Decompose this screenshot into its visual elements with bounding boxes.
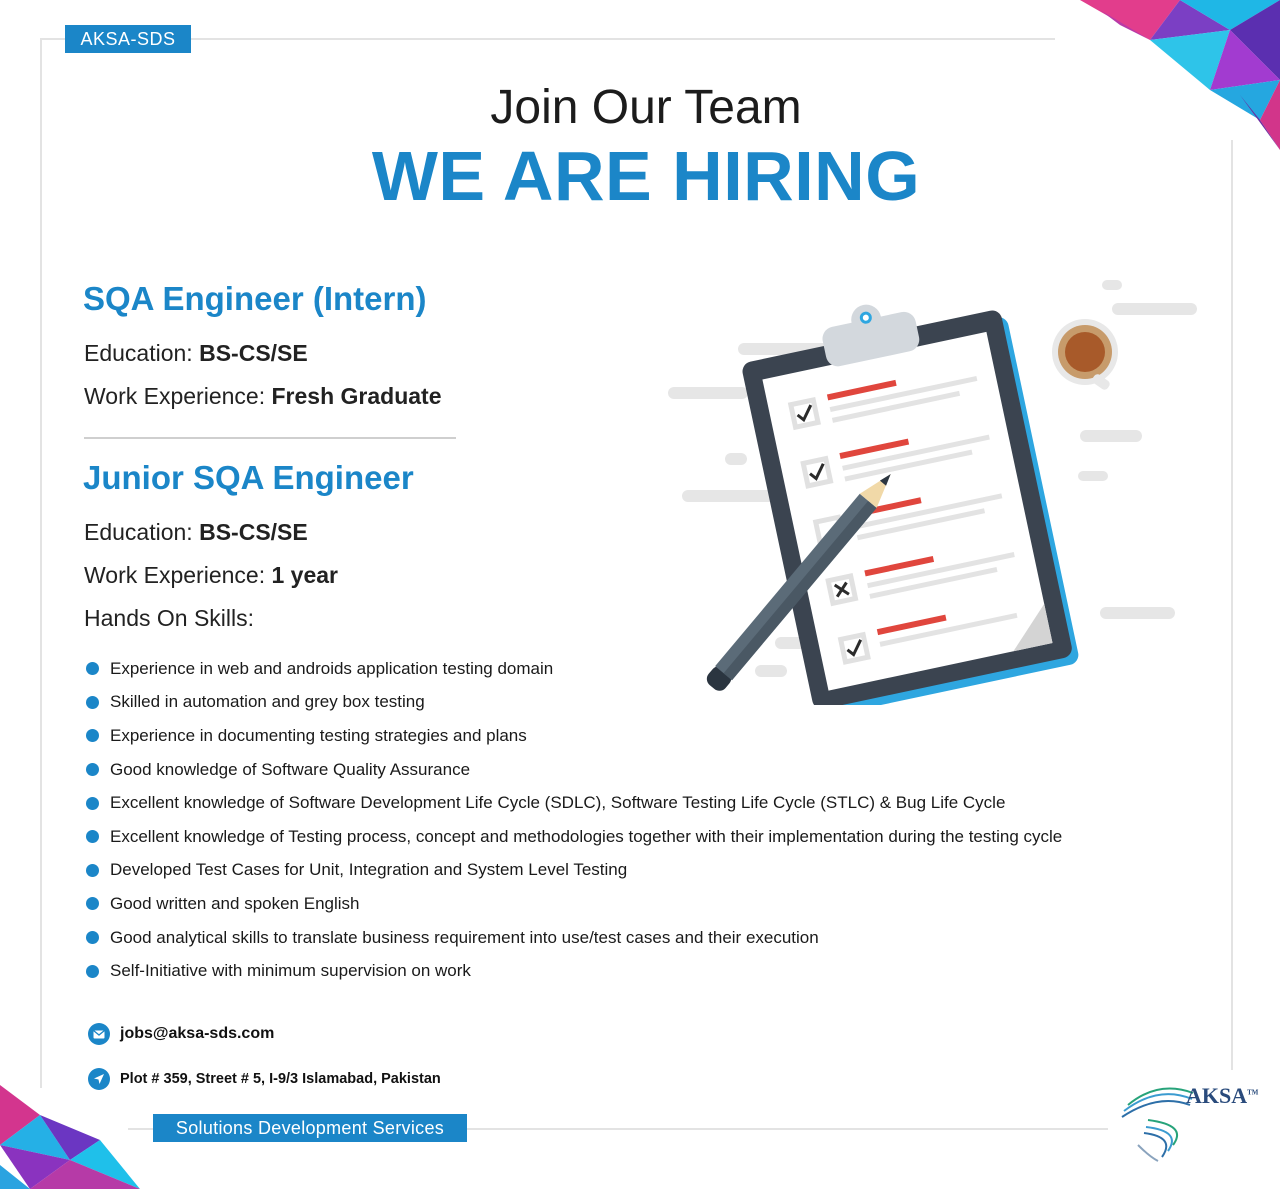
bullet-icon — [86, 797, 99, 810]
contact-address — [88, 1068, 441, 1090]
bullet-icon — [86, 662, 99, 675]
list-item: Self-Initiative with minimum supervision on work — [86, 954, 1062, 988]
experience-value: 1 year — [271, 562, 338, 588]
job-junior-experience — [84, 562, 338, 589]
decorative-polygon-bottom-left — [0, 1085, 150, 1189]
bullet-icon — [86, 763, 99, 776]
list-item: Experience in documenting testing strategies and plans — [86, 719, 1062, 753]
bullet-icon — [86, 696, 99, 709]
experience-label: Work Experience: — [84, 383, 266, 409]
brand-tag: AKSA-SDS — [65, 25, 191, 53]
clipboard-illustration — [660, 275, 1200, 705]
bullet-icon — [86, 965, 99, 978]
contact-email[interactable] — [88, 1023, 274, 1045]
job-intern-experience — [84, 383, 441, 410]
education-value: BS-CS/SE — [199, 340, 308, 366]
footer-tag: Solutions Development Services — [153, 1114, 467, 1142]
job-junior-education — [84, 519, 308, 546]
skills-label: Hands On Skills: — [84, 605, 255, 631]
list-item: Good analytical skills to translate business requirement into use/test cases and their execution — [86, 921, 1062, 955]
job-title-intern: SQA Engineer (Intern) — [83, 280, 427, 317]
education-value: BS-CS/SE — [199, 519, 308, 545]
envelope-icon — [88, 1023, 110, 1045]
education-label: Education: — [84, 340, 193, 366]
list-item: Experience in web and androids application testing domain — [86, 652, 1062, 686]
experience-label: Work Experience: — [84, 562, 266, 588]
list-item: Excellent knowledge of Testing process, concept and methodologies together with their implementation during the testing cycle — [86, 820, 1062, 854]
job-title-junior: Junior SQA Engineer — [83, 459, 414, 496]
bullet-icon — [86, 830, 99, 843]
bullet-icon — [86, 729, 99, 742]
bullet-icon — [86, 931, 99, 944]
header-line2: WE ARE HIRING — [371, 137, 921, 215]
address-text: Plot # 359, Street # 5, I-9/3 Islamabad, Pakistan — [120, 1071, 441, 1087]
list-item: Skilled in automation and grey box testing — [86, 686, 1062, 720]
list-item: Developed Test Cases for Unit, Integration and System Level Testing — [86, 854, 1062, 888]
list-item: Excellent knowledge of Software Development Life Cycle (SDLC), Software Testing Life Cycle (STLC) & Bug Life Cycle — [86, 786, 1062, 820]
bullet-icon — [86, 864, 99, 877]
job-intern-education — [84, 340, 308, 367]
education-label: Education: — [84, 519, 193, 545]
frame-top-line — [40, 38, 1055, 40]
frame-right-line — [1231, 140, 1233, 1070]
bullet-icon — [86, 897, 99, 910]
header-line1: Join Our Team — [490, 81, 802, 134]
aksa-logo-text: AKSA™ — [1186, 1083, 1259, 1108]
section-divider — [84, 437, 456, 439]
experience-value: Fresh Graduate — [271, 383, 442, 409]
navigation-arrow-icon — [88, 1068, 110, 1090]
list-item: Good written and spoken English — [86, 887, 1062, 921]
email-text[interactable]: jobs@aksa-sds.com — [120, 1025, 275, 1042]
list-item: Good knowledge of Software Quality Assurance — [86, 753, 1062, 787]
